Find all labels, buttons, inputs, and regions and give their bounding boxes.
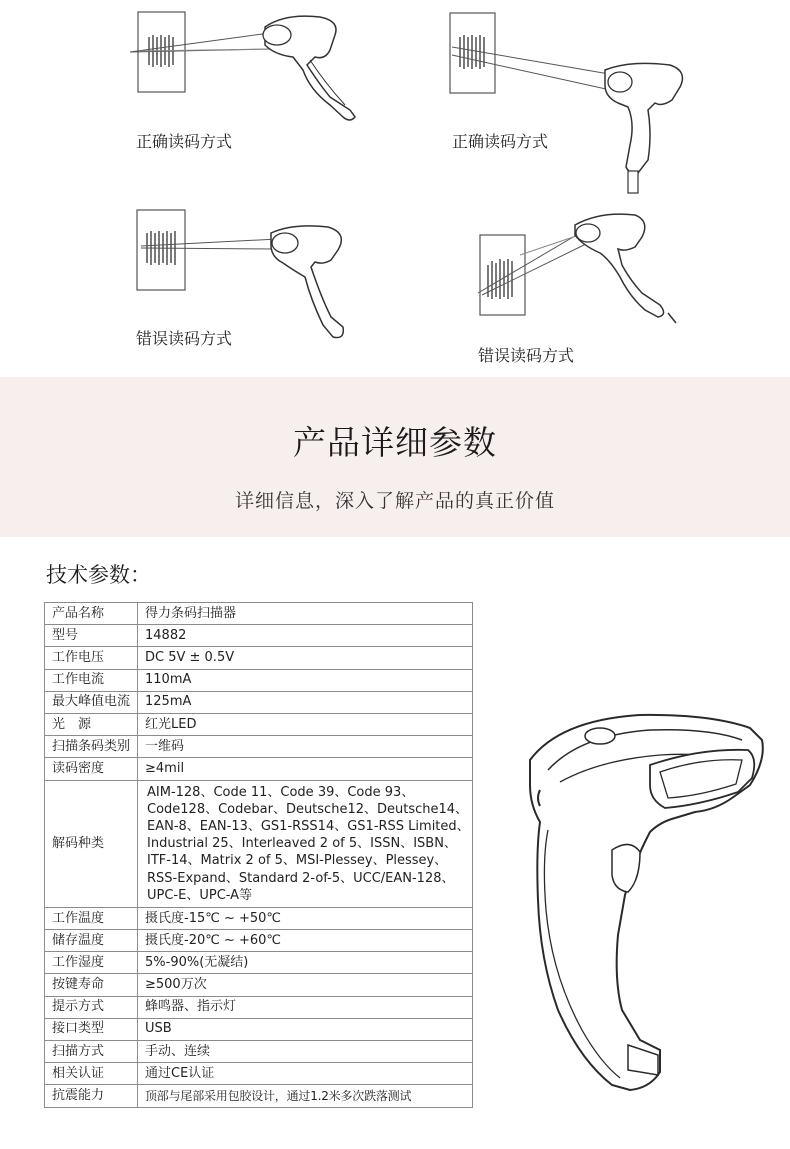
spec-key: 抗震能力	[45, 1085, 138, 1107]
spec-key: 相关认证	[45, 1063, 138, 1085]
table-row	[45, 930, 473, 952]
barcode-scanner-illustration	[440, 5, 700, 195]
spec-key: 工作温度	[45, 907, 138, 929]
table-row	[45, 647, 473, 669]
table-row	[45, 1018, 473, 1040]
spec-key: 型号	[45, 625, 138, 647]
barcode-scanner-illustration	[125, 5, 395, 130]
table-row	[45, 1041, 473, 1063]
table-row	[45, 952, 473, 974]
spec-value: 得力条码扫描器	[138, 603, 473, 625]
table-row	[45, 713, 473, 735]
spec-value: 14882	[138, 625, 473, 647]
spec-value: 一维码	[138, 736, 473, 758]
spec-value: USB	[138, 1018, 473, 1040]
spec-value: 摄氏度-20℃ ~ +60℃	[138, 930, 473, 952]
spec-value: 通过CE认证	[138, 1063, 473, 1085]
spec-key: 接口类型	[45, 1018, 138, 1040]
spec-key: 光 源	[45, 713, 138, 735]
section-title: 产品详细参数	[293, 423, 497, 462]
spec-value: 110mA	[138, 669, 473, 691]
spec-key: 解码种类	[45, 780, 138, 907]
table-row	[45, 1085, 473, 1107]
spec-value: 红光LED	[138, 713, 473, 735]
diagram-caption: 错误读码方式	[136, 329, 233, 348]
spec-key: 工作电流	[45, 669, 138, 691]
spec-key: 按键寿命	[45, 974, 138, 996]
spec-value: AIM-128、Code 11、Code 39、Code 93、Code128、Codebar、Deutsche12、Deutsche14、EAN-8、EAN-13、GS1-RSS14、GS1-RSS Limited、Industrial 25、Interleaved 2 of 5、ISSN、ISBN、ITF-14、Matrix 2 of 5、MSI-Plessey、Plessey、RSS-Expand、Standard 2-of-5、UCC/EAN-128、UPC-E、UPC-A等	[138, 780, 473, 907]
spec-value: 125mA	[138, 691, 473, 713]
spec-value: 蜂鸣器、指示灯	[138, 996, 473, 1018]
table-row	[45, 1063, 473, 1085]
spec-key: 储存温度	[45, 930, 138, 952]
diagram-caption: 错误读码方式	[478, 346, 575, 365]
diagram-caption: 正确读码方式	[452, 132, 549, 151]
spec-key: 产品名称	[45, 603, 138, 625]
table-row	[45, 758, 473, 780]
table-row	[45, 691, 473, 713]
section-subtitle: 详细信息，深入了解产品的真正价值	[234, 490, 555, 512]
table-row	[45, 603, 473, 625]
spec-key: 工作湿度	[45, 952, 138, 974]
table-row	[45, 625, 473, 647]
spec-key: 读码密度	[45, 758, 138, 780]
spec-value: 5%-90%(无凝结)	[138, 952, 473, 974]
table-row	[45, 780, 473, 907]
spec-value: 手动、连续	[138, 1041, 473, 1063]
diagram-caption: 正确读码方式	[136, 132, 233, 151]
table-row	[45, 669, 473, 691]
spec-table	[44, 602, 473, 1108]
spec-value: 摄氏度-15℃ ~ +50℃	[138, 907, 473, 929]
spec-value: ≥4mil	[138, 758, 473, 780]
spec-key: 扫描条码类别	[45, 736, 138, 758]
spec-value: DC 5V ± 0.5V	[138, 647, 473, 669]
table-row	[45, 974, 473, 996]
barcode-scanner-illustration	[470, 205, 700, 330]
spec-key: 扫描方式	[45, 1041, 138, 1063]
spec-key: 最大峰值电流	[45, 691, 138, 713]
barcode-scanner-icon	[500, 710, 780, 1110]
spec-value: 顶部与尾部采用包胶设计，通过1.2米多次跌落测试	[138, 1085, 473, 1107]
table-row	[45, 736, 473, 758]
table-row	[45, 907, 473, 929]
spec-key: 提示方式	[45, 996, 138, 1018]
spec-heading: 技术参数：	[46, 563, 151, 587]
spec-key: 工作电压	[45, 647, 138, 669]
spec-value: ≥500万次	[138, 974, 473, 996]
table-row	[45, 996, 473, 1018]
